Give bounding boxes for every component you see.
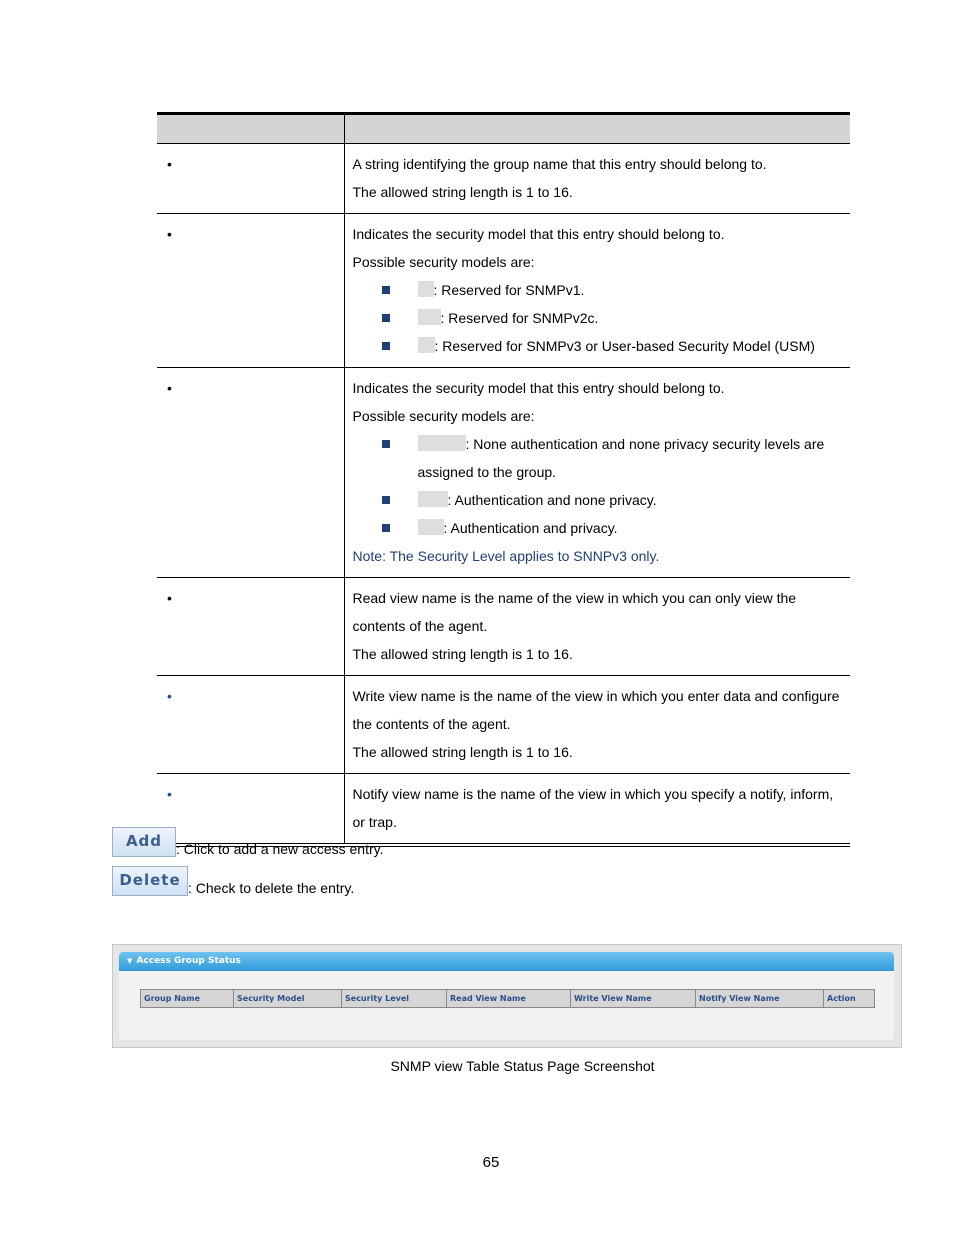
object-cell <box>157 676 344 774</box>
highlight-box <box>418 281 434 297</box>
description-line: Indicates the security model that this entry should belong to. <box>352 226 725 242</box>
sub-item <box>353 304 843 332</box>
sub-item-text: : Authentication and privacy. <box>443 520 618 536</box>
bullet-icon: • <box>167 156 172 172</box>
add-button-row <box>112 827 384 857</box>
bullet-icon: • <box>167 688 172 704</box>
column-header-action[interactable]: Action <box>824 990 875 1008</box>
sub-item-text: : Authentication and none privacy. <box>447 492 657 508</box>
page-number: 65 <box>482 1154 500 1171</box>
sub-item-continuation: assigned to the group. <box>417 464 557 480</box>
access-group-status-screenshot <box>112 944 902 1048</box>
sub-item-text: : Reserved for SNMPv1. <box>433 282 585 298</box>
table-row <box>157 676 850 774</box>
add-button[interactable]: Add <box>112 827 176 857</box>
highlight-box <box>418 491 448 507</box>
description-cell <box>344 214 850 368</box>
note-text: Note: The Security Level applies to SNNPv3 only. <box>352 548 660 564</box>
description-line: Write view name is the name of the view in which you enter data and configure <box>352 688 840 704</box>
bullet-icon: • <box>167 226 172 242</box>
highlight-box <box>418 309 441 325</box>
description-cell <box>344 578 850 676</box>
table-row <box>157 368 850 578</box>
square-bullet-icon <box>382 496 390 504</box>
sub-item <box>353 486 843 514</box>
bullet-icon: • <box>167 380 172 396</box>
figure-caption: SNMP view Table Status Page Screenshot <box>390 1058 655 1074</box>
access-group-table-header <box>141 990 875 1008</box>
parameter-table-header <box>157 114 850 144</box>
object-cell <box>157 144 344 214</box>
column-header-group-name[interactable]: Group Name <box>141 990 234 1008</box>
description-line: The allowed string length is 1 to 16. <box>352 184 573 200</box>
column-header-read-view-name[interactable]: Read View Name <box>447 990 571 1008</box>
table-row <box>157 578 850 676</box>
table-row <box>157 144 850 214</box>
sub-item <box>353 276 843 304</box>
description-line: The allowed string length is 1 to 16. <box>352 646 573 662</box>
description-line: the contents of the agent. <box>352 716 511 732</box>
square-bullet-icon <box>382 524 390 532</box>
delete-button-description: : Check to delete the entry. <box>188 880 355 896</box>
panel-header[interactable] <box>119 952 894 971</box>
sub-item <box>353 430 843 458</box>
sub-item <box>353 514 843 542</box>
sub-item <box>353 332 843 360</box>
object-cell <box>157 368 344 578</box>
description-line: or trap. <box>352 814 397 830</box>
table-row <box>157 214 850 368</box>
panel-title: Access Group Status <box>136 956 241 966</box>
header-cell-description <box>344 114 850 144</box>
collapse-arrow-icon[interactable]: ▼ <box>127 957 133 965</box>
description-line: Indicates the security model that this entry should belong to. <box>352 380 725 396</box>
column-header-write-view-name[interactable]: Write View Name <box>571 990 696 1008</box>
column-header-notify-view-name[interactable]: Notify View Name <box>696 990 824 1008</box>
square-bullet-icon <box>382 314 390 322</box>
access-group-table <box>140 989 875 1008</box>
column-header-security-level[interactable]: Security Level <box>342 990 447 1008</box>
bullet-icon: • <box>167 590 172 606</box>
add-button-description: : Click to add a new access entry. <box>176 841 384 857</box>
description-cell <box>344 676 850 774</box>
description-cell <box>344 774 850 846</box>
description-cell <box>344 368 850 578</box>
highlight-box <box>418 435 466 451</box>
description-line: The allowed string length is 1 to 16. <box>352 744 573 760</box>
description-line: Notify view name is the name of the view in which you specify a notify, inform, <box>352 786 834 802</box>
description-line: Possible security models are: <box>352 408 535 424</box>
parameter-table <box>157 112 850 847</box>
delete-button[interactable]: Delete <box>112 866 188 896</box>
object-cell <box>157 578 344 676</box>
description-line: A string identifying the group name that this entry should belong to. <box>352 156 767 172</box>
sub-item-text: : None authentication and none privacy security levels are <box>465 436 825 452</box>
highlight-box <box>418 337 435 353</box>
description-line: contents of the agent. <box>352 618 488 634</box>
delete-button-row <box>112 866 354 896</box>
bullet-icon: • <box>167 786 172 802</box>
description-cell <box>344 144 850 214</box>
description-line: Possible security models are: <box>352 254 535 270</box>
header-cell-object <box>157 114 344 144</box>
sub-item-text: : Reserved for SNMPv2c. <box>440 310 599 326</box>
sub-item-text: : Reserved for SNMPv3 or User-based Security Model (USM) <box>434 338 815 354</box>
object-cell <box>157 214 344 368</box>
highlight-box <box>418 519 444 535</box>
square-bullet-icon <box>382 286 390 294</box>
column-header-security-model[interactable]: Security Model <box>234 990 342 1008</box>
description-line: Read view name is the name of the view in which you can only view the <box>352 590 797 606</box>
access-group-status-panel <box>119 952 894 1040</box>
square-bullet-icon <box>382 440 390 448</box>
square-bullet-icon <box>382 342 390 350</box>
